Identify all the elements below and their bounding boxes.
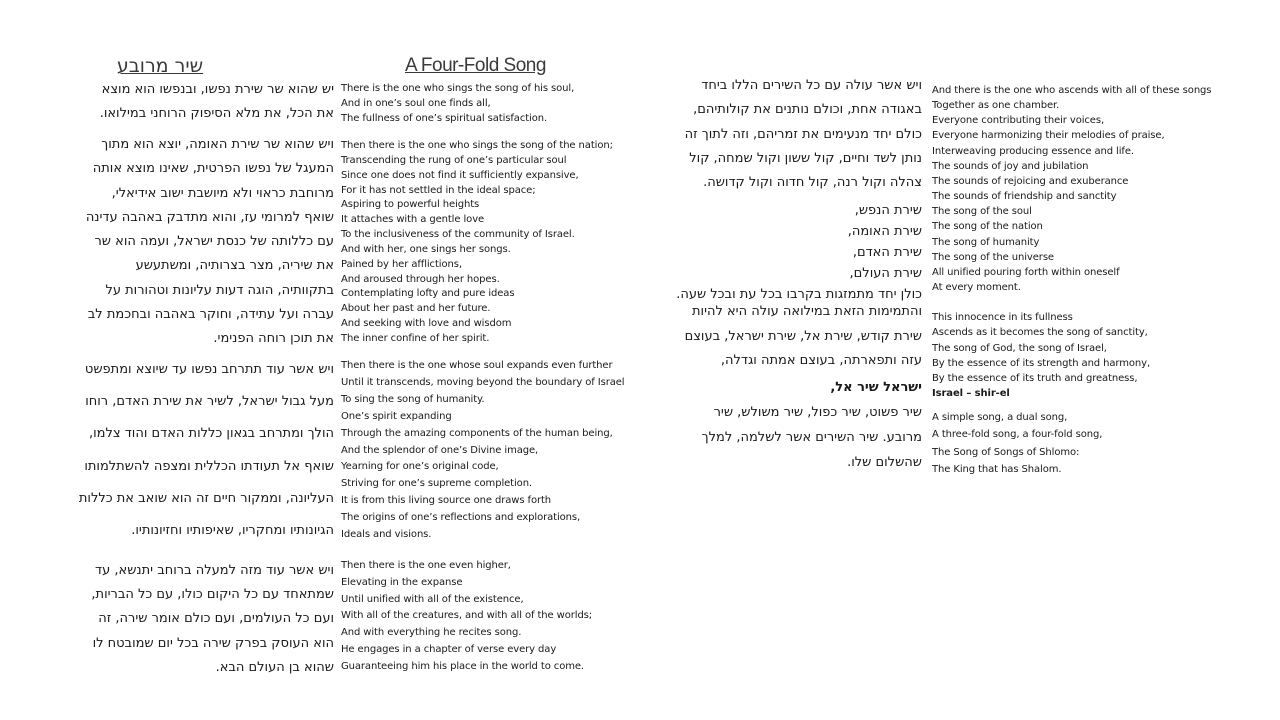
- text-line: כולן יחד מתמזגות בקרבו בכל עת ובכל שעה.: [676, 287, 922, 302]
- text-line: This innocence in its fullness: [932, 312, 1073, 323]
- text-line: And the splendor of one’s Divine image,: [341, 444, 539, 456]
- text-line: Then there is the one even higher,: [341, 560, 511, 571]
- text-line: The Song of Songs of Shlomo:: [932, 446, 1080, 458]
- text-line: A three-fold song, a four-fold song,: [932, 429, 1103, 441]
- text-line: המעגל של נפשו הפרטית, שאינו מוצא אותה: [92, 161, 334, 177]
- text-line: By the essence of its truth and greatness,: [932, 373, 1138, 385]
- text-line: שואף למרומי עז, והוא מתדבק באהבה עדינה: [85, 209, 334, 225]
- right-hebrew-para-4: [702, 400, 922, 475]
- page-title-english: A Four-Fold Song: [405, 55, 546, 76]
- text-line: בתקוותיה, הוגה דעות עליונות וטהורות על: [105, 282, 334, 298]
- text-line: With all of the creatures, and with all of the worlds;: [341, 610, 593, 622]
- right-hebrew-bold-line: ישראל שיר אל,: [830, 380, 922, 395]
- text-line: And aroused through her hopes.: [341, 273, 500, 285]
- text-line: Pained by her afflictions,: [341, 258, 462, 270]
- text-line: Together as one chamber.: [932, 100, 1060, 112]
- text-line: Then there is the one whose soul expands even further: [341, 360, 613, 371]
- text-line: For it has not settled in the ideal space;: [341, 184, 536, 196]
- text-line: The sounds of friendship and sanctity: [932, 191, 1117, 203]
- text-line: שירת האדם,: [852, 245, 922, 260]
- text-line: הוא העוסק בפרק שירה בכל יום שמובטח לו: [92, 635, 334, 651]
- right-english-bold-line: Israel – shir-el: [932, 388, 1010, 399]
- left-hebrew-column: [78, 78, 334, 675]
- text-line: Ideals and visions.: [341, 529, 432, 541]
- text-line: And with her, one sings her songs.: [341, 243, 511, 255]
- text-line: Elevating in the expanse: [341, 576, 463, 588]
- text-line: ויש אשר עולה עם כל השירים הללו ביחד: [701, 78, 922, 93]
- text-line: The song of the soul: [932, 206, 1032, 218]
- text-line: שירת העולם,: [849, 266, 922, 281]
- text-line: At every moment.: [932, 282, 1021, 294]
- text-line: The song of the universe: [932, 251, 1054, 263]
- text-line: צהלה וקול רנה, קול חדוה וקול קדושה.: [703, 175, 922, 191]
- text-line: Until it transcends, moving beyond the boundary of Israel: [341, 376, 625, 388]
- left-hebrew-para-3: [79, 354, 334, 547]
- text-line: It attaches with a gentle love: [341, 214, 485, 226]
- right-hebrew-para-2: [676, 200, 922, 305]
- text-line: את שיריה, מצר בצרותיה, ומשתעשע: [135, 258, 334, 274]
- text-line: שירת הנפש,: [854, 203, 922, 218]
- text-line: All unified pouring forth within oneself: [932, 266, 1120, 278]
- text-line: שמתאחד עם כל היקום כולו, עם כל הבריות,: [91, 587, 334, 603]
- left-english-para-2: [341, 139, 613, 347]
- left-hebrew-para-4: [91, 559, 334, 680]
- text-line: שואף אל תעודתו הכללית ומצפה להשתלמותו: [84, 458, 334, 474]
- text-line: את תוכן רוחה הפנימי.: [213, 331, 334, 347]
- text-line: הולך ומתרחב בגאון כללות האדם והוד צלמו,: [88, 426, 334, 442]
- text-line: One’s spirit expanding: [341, 410, 452, 422]
- left-english-para-3: [341, 358, 625, 544]
- text-line: שיר פשוט, שיר כפול, שיר משולש, שיר: [713, 405, 922, 420]
- text-line: Guaranteeing him his place in the world to come.: [341, 660, 584, 672]
- text-line: The origins of one’s reflections and explorations,: [341, 512, 581, 524]
- text-line: Yearning for one’s original code,: [341, 461, 499, 473]
- right-hebrew-para-1: [685, 74, 922, 195]
- text-line: הגיונותיו ומחקריו, שאיפותיו וחזיונותיו.: [131, 523, 334, 539]
- text-line: Then there is the one who sings the song of the nation;: [341, 140, 613, 151]
- text-line: Striving for one’s supreme completion.: [341, 478, 533, 490]
- text-line: Everyone contributing their voices,: [932, 115, 1105, 127]
- text-line: The song of God, the song of Israel,: [932, 342, 1107, 354]
- text-line: And in one’s soul one finds all,: [341, 97, 491, 109]
- text-line: Contemplating lofty and pure ideas: [341, 288, 515, 300]
- text-line: To sing the song of humanity.: [341, 393, 485, 405]
- text-line: The King that has Shalom.: [932, 463, 1062, 475]
- page-title-hebrew: שיר מרובע: [116, 55, 204, 77]
- text-line: שהשלום שלו.: [847, 455, 922, 470]
- text-line: The sounds of rejoicing and exuberance: [932, 175, 1129, 187]
- text-line: שהוא בן העולם הבא.: [215, 659, 334, 675]
- text-line: Since one does not find it sufficiently expansive,: [341, 169, 579, 181]
- text-line: Transcending the rung of one’s particular soul: [341, 154, 567, 166]
- text-line: It is from this living source one draws forth: [341, 495, 552, 507]
- text-line: עם כללותה של כנסת ישראל, ועמה הוא שר: [94, 234, 334, 250]
- text-line: שירת קודש, שירת אל, שירת ישראל, בעוצם: [684, 328, 922, 344]
- text-line: Interweaving producing essence and life.: [932, 145, 1134, 157]
- text-line: העליונה, וממקור חיים זה הוא שואב את כללות: [78, 490, 334, 506]
- text-line: ויש אשר עוד תתרחב נפשו עד שיוצא ומתפשט: [84, 362, 334, 377]
- right-english-para-1: [932, 83, 1211, 295]
- text-line: And seeking with love and wisdom: [341, 318, 512, 330]
- text-line: Aspiring to powerful heights: [341, 199, 480, 211]
- text-line: מרובע. שיר השירים אשר לשלמה, למלך: [701, 430, 922, 445]
- text-line: The song of humanity: [932, 236, 1040, 248]
- right-english-para-2: [932, 310, 1150, 386]
- text-line: את הכל, את מלא הסיפוק הרוחני במילואו.: [99, 106, 334, 121]
- text-line: נותן לשד וחיים, קול ששון וקול שמחה, קול: [689, 150, 922, 166]
- text-line: Until unified with all of the existence,: [341, 593, 524, 605]
- text-line: יש שהוא שר שירת נפשו, ובנפשו הוא מוצא: [101, 82, 334, 97]
- text-line: The sounds of joy and jubilation: [932, 160, 1089, 172]
- text-line: ועם כל העולמים, ועם כולם אומר שירה, זה: [98, 611, 334, 627]
- text-line: Everyone harmonizing their melodies of praise,: [932, 130, 1165, 142]
- left-hebrew-para-1: [88, 78, 334, 126]
- text-line: שירת האומה,: [847, 224, 922, 239]
- text-line: מרוחבת כראוי ולא מיושבת ישוב אידיאלי,: [111, 185, 334, 201]
- text-line: ויש אשר עוד מזה למעלה ברוחב יתנשא, עד: [95, 563, 334, 578]
- left-english-para-4: [341, 558, 592, 676]
- left-hebrew-para-2: [86, 133, 334, 352]
- text-line: And there is the one who ascends with all of these songs: [932, 85, 1212, 96]
- text-line: מעל גבול ישראל, לשיר את שירת האדם, רוחו: [85, 394, 334, 410]
- text-line: The inner confine of her spirit.: [341, 332, 490, 344]
- text-line: באגודה אחת, וכולם נותנים את קולותיהם,: [693, 102, 922, 118]
- text-line: עזה ותפארתה, בעוצם אמתה וגדלה,: [720, 353, 922, 368]
- text-line: He engages in a chapter of verse every day: [341, 643, 557, 655]
- text-line: The fullness of one’s spiritual satisfaction.: [341, 112, 548, 124]
- text-line: The song of the nation: [932, 221, 1043, 233]
- text-line: כולם יחד מנעימים את זמריהם, וזה לתוך זה: [684, 126, 922, 142]
- text-line: And with everything he recites song.: [341, 627, 522, 639]
- text-line: והתמימות הזאת במילואה עולה היא להיות: [691, 304, 922, 319]
- text-line: To the inclusiveness of the community of Israel.: [341, 229, 575, 241]
- text-line: By the essence of its strength and harmony,: [932, 357, 1151, 369]
- text-line: עברה ועל עתידה, וחוקר באהבה ובחכמת לב: [87, 307, 334, 323]
- left-english-para-1: [341, 82, 574, 126]
- right-hebrew-para-3: [685, 300, 922, 374]
- text-line: There is the one who sings the song of his soul,: [341, 83, 575, 94]
- text-line: About her past and her future.: [341, 303, 491, 315]
- text-line: Ascends as it becomes the song of sanctity,: [932, 327, 1148, 339]
- text-line: Through the amazing components of the human being,: [341, 427, 613, 439]
- text-line: A simple song, a dual song,: [932, 412, 1068, 423]
- text-line: ויש שהוא שר שירת האומה, יוצא הוא מתוך: [101, 137, 334, 152]
- right-english-para-3: [932, 409, 1102, 478]
